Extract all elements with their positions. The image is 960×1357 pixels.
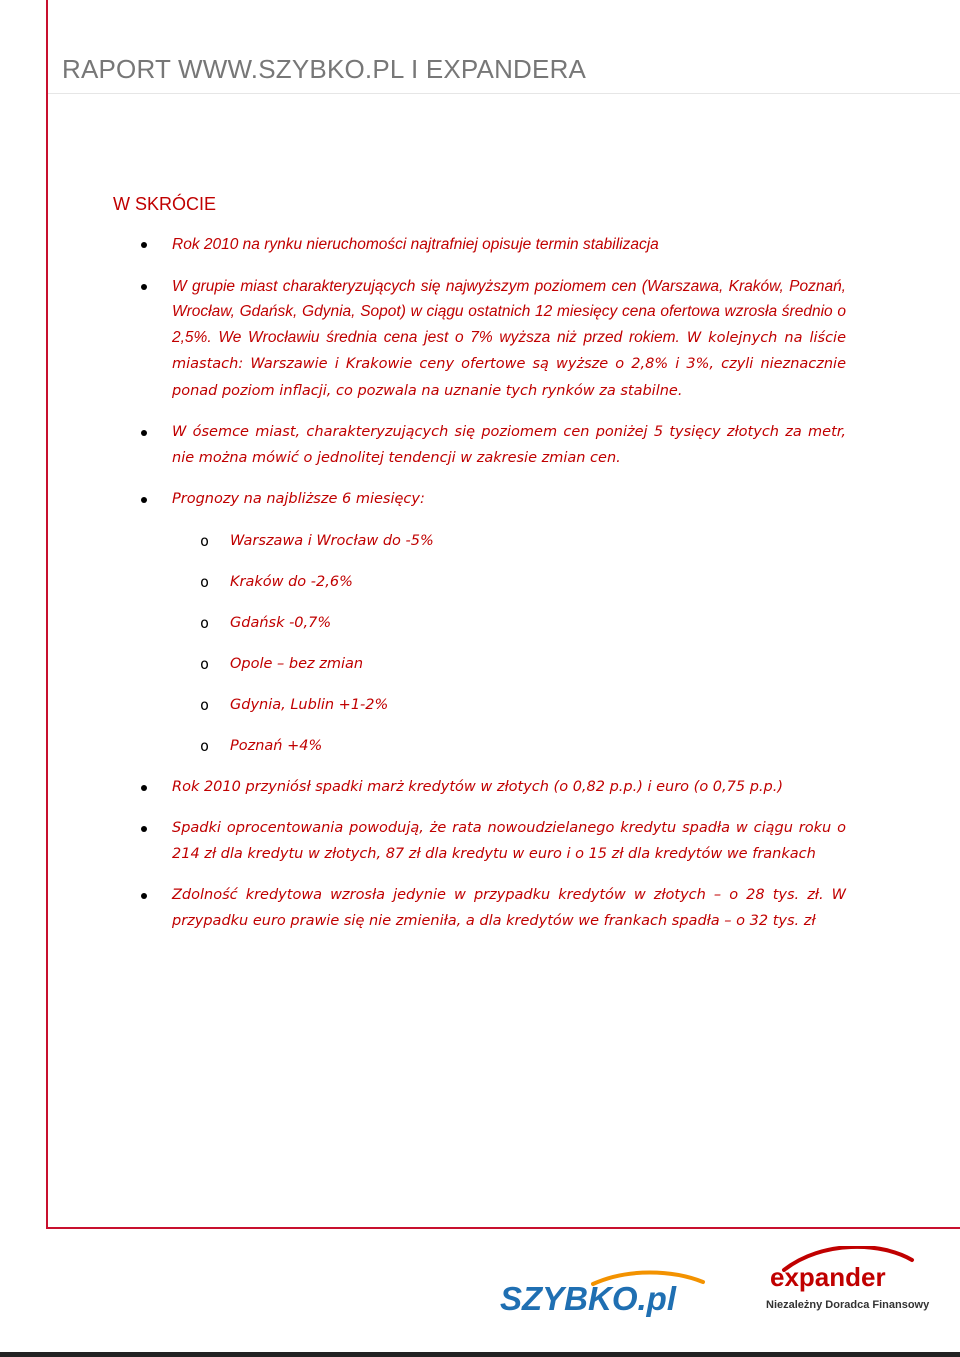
bullet-text: W grupie miast charakteryzujących się najwyższym poziomem cen (Warszawa, Kraków, Poznań, Wrocław, Gdańsk, Gdynia, Sopot) w ciągu ostatnich 12 miesięcy cena ofertowa wzrosła średnio o 2,5%. We Wrocławiu średnia cena jest o 7% wyższa niż przed rokiem. — [172, 277, 846, 346]
bullet-text: Spadki oprocentowania powodują, że rata nowoudzielanego kredytu spadła w ciągu roku o 214 zł dla kredytu w złotych, 87 zł dla kredytu w euro i o 15 zł dla kredytów we frankach — [172, 820, 846, 862]
forecast-text: Warszawa i Wrocław do -5% — [230, 532, 434, 549]
forecast-text: Gdańsk -0,7% — [230, 614, 332, 631]
bullet-item — [140, 775, 846, 801]
bullet-item — [140, 816, 846, 867]
forecast-item — [140, 570, 846, 595]
bullet-item — [140, 232, 846, 258]
list-marker: o — [200, 736, 210, 755]
bullet-text: Rok 2010 przyniósł spadki marż kredytów w złotych (o 0,82 p.p.) i euro (o 0,75 p.p.) — [172, 778, 783, 795]
szybko-wordmark: SZYBKO.pl — [500, 1280, 677, 1317]
list-marker: o — [200, 572, 210, 591]
bullet-item — [140, 883, 846, 934]
list-marker: o — [200, 695, 210, 714]
page-bottom-edge — [0, 1352, 960, 1357]
forecast-text: Gdynia, Lublin +1-2% — [230, 696, 389, 713]
expander-logo — [762, 1246, 932, 1316]
header-divider — [48, 93, 960, 94]
forecast-item — [140, 529, 846, 554]
bullet-text: Rok 2010 na rynku nieruchomości najtrafniej opisuje termin stabilizacja — [172, 236, 659, 253]
frame-bottom-rule — [46, 1227, 960, 1229]
forecast-item — [140, 611, 846, 636]
summary-content — [140, 230, 846, 934]
forecast-text: Poznań +4% — [230, 737, 323, 754]
forecast-text: Opole – bez zmian — [230, 655, 364, 672]
forecast-list — [140, 529, 846, 759]
bullet-item — [140, 487, 846, 513]
bullet-text: Zdolność kredytowa wzrosła jedynie w przypadku kredytów w złotych – o 28 tys. zł. W przypadku euro prawie się nie zmieniła, a dla kredytów we frankach spadła – o 32 tys. zł — [172, 887, 846, 929]
list-marker: o — [200, 613, 210, 632]
forecast-item — [140, 734, 846, 759]
bullet-text-continued: W kolejnych na liście miastach: Warszawie i Krakowie ceny ofertowe są wyższe o 2,8% i 3%, czyli nieznacznie ponad poziom inflacji, co pozwala na uznanie tych rynków za stabilne. — [172, 329, 847, 399]
expander-tagline: Niezależny Doradca Finansowy — [766, 1299, 930, 1311]
bullet-text: Prognozy na najbliższe 6 miesięcy: — [172, 491, 425, 507]
list-marker: o — [200, 531, 210, 550]
expander-wordmark: expander — [770, 1262, 886, 1292]
report-title: RAPORT WWW.SZYBKO.PL I EXPANDERA — [62, 54, 587, 84]
bullet-item — [140, 274, 846, 405]
forecast-item — [140, 652, 846, 677]
bullet-text: W ósemce miast, charakteryzujących się poziomem cen poniżej 5 tysięcy złotych za metr, nie można mówić o jednolitej tendencji w zakresie zmian cen. — [172, 424, 846, 466]
section-heading: W SKRÓCIE — [113, 194, 217, 214]
frame-left-rule — [46, 0, 48, 1229]
szybko-logo — [498, 1270, 713, 1320]
forecast-item — [140, 693, 846, 718]
bullet-item — [140, 420, 846, 471]
list-marker: o — [200, 654, 210, 673]
forecast-text: Kraków do -2,6% — [230, 573, 353, 590]
